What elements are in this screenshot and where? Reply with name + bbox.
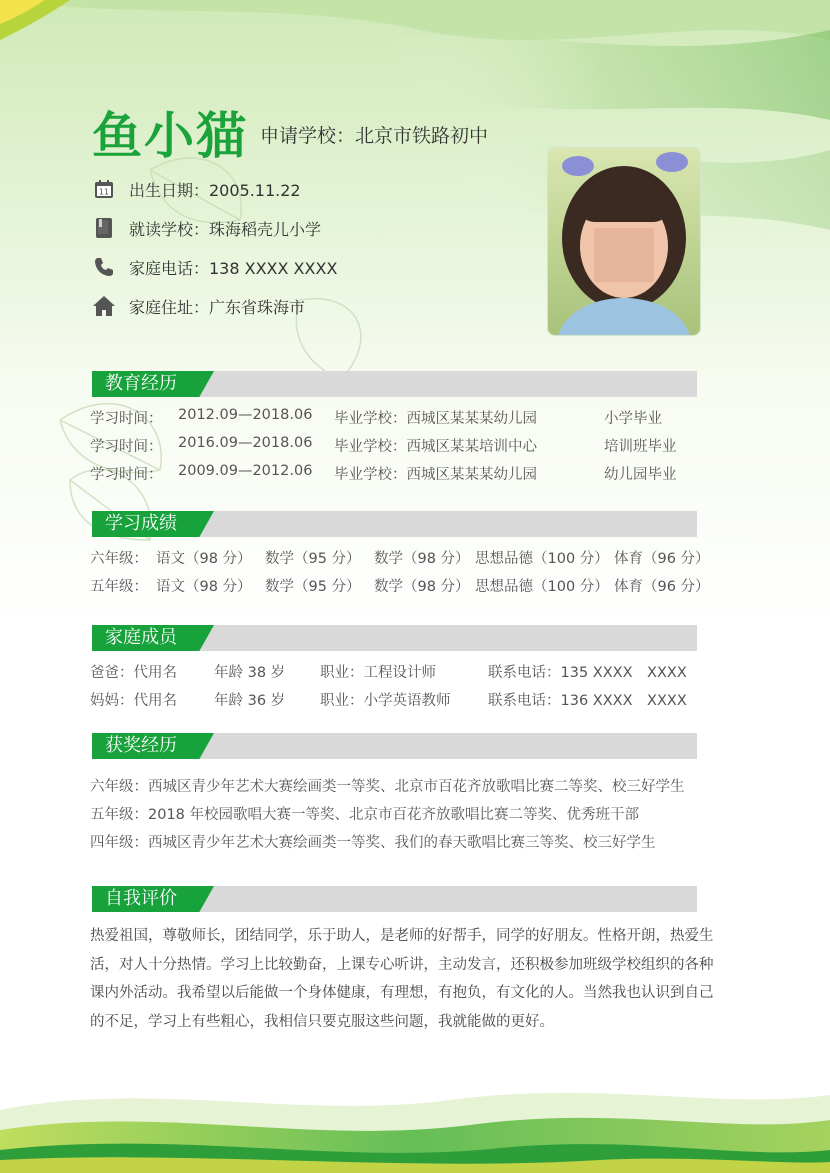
self-eval-line: 热爱祖国，尊敬师长，团结同学，乐于助人，是老师的好帮手，同学的好朋友。性格开朗，热爱生: [90, 928, 714, 944]
section-title: 自我评价: [105, 888, 177, 909]
award-line: 四年级：西城区青少年艺术大赛绘画类一等奖、我们的春天歌唱比赛三等奖、校三好学生: [90, 835, 656, 851]
section-family-header: [92, 625, 697, 651]
award-line: 六年级：西城区青少年艺术大赛绘画类一等奖、北京市百花齐放歌唱比赛二等奖、校三好学生: [90, 779, 685, 795]
self-eval-line: 课内外活动。我希望以后能做一个身体健康，有理想，有抱负，有文化的人。当然我也认识到自己: [90, 985, 714, 1001]
section-grades-header: [92, 511, 697, 537]
phone-icon: [92, 255, 116, 279]
section-education-header: [92, 371, 697, 397]
resume-page: 鱼小猫 申请学校：北京市铁路初中 11 出生日期：2005.11.22 就读学校：珠海稻壳儿小学 家庭电话：138 XXXX XXXX 家庭住址：广东省珠海市 教育经历 学习时间： 2012.09—2018.06 毕业学校：西城区某某某幼儿园 小学毕业 学习时间： 2016.09—2018.06 毕业学校：西城区某某培训中心 培训班毕业 学习时间： 2009.09—2012.06 毕业学校：西城区某某某幼儿园 幼儿园毕业 学习成绩 六年级： 语文（98 分） 数学（95 分） 数学（98 分） 思想品德（100 分） 体育（96 分） 五年级： 语文（98 分） 数学（95 分） 数学（98 分） 思想品德（100 分） 体育（96 分） 家庭成员 爸爸：代用名 年龄 38 岁 职业：工程设计师 联系电话：135 XXXX XXXX 妈妈：代用名 年龄 36 岁 职业：小学英语教师 联系电话：136 XXXX XXXX 获奖经历 六年级：西城区青少年艺术大赛绘画类一等奖、北京市百花齐放歌唱比赛二等奖、校三好学生 五年级：2018 年校园歌唱大赛一等奖、北京市百花齐放歌唱比赛二等奖、优秀班干部 四年级：西城区青少年艺术大赛绘画类一等奖、我们的春天歌唱比赛三等奖、校三好学生 自我评价 热爱祖国，尊敬师长，团结同学，乐于助人，是老师的好帮手，同学的好朋友。性格开朗，热爱生 活，对人十分热情。学习上比较勤奋，上课专心听讲，主动发言，还积极参加班级学校组织的各种 课内外活动。我希望以后能做一个身体健康，有理想，有抱负，有文化的人。当然我也认识到自己 的不足，学习上有些粗心，我相信只要克服这些问题，我就能做的更好。: [0, 0, 830, 1173]
school-text: 就读学校：珠海稻壳儿小学: [129, 219, 322, 239]
info-birthdate: [92, 175, 301, 203]
award-line: 五年级：2018 年校园歌唱大赛一等奖、北京市百花齐放歌唱比赛二等奖、优秀班干部: [90, 807, 640, 823]
home-icon: [92, 294, 116, 318]
self-eval-line: 的不足，学习上有些粗心，我相信只要克服这些问题，我就能做的更好。: [90, 1013, 554, 1030]
applicant-photo: [547, 147, 701, 336]
book-icon: [92, 216, 116, 240]
phone-text: 家庭电话：138 XXXX XXXX: [129, 258, 338, 278]
svg-text:11: 11: [98, 187, 110, 197]
apply-school: 申请学校：北京市铁路初中: [260, 125, 489, 147]
calendar-icon: [92, 177, 116, 201]
section-awards-header: [92, 733, 697, 759]
info-address: [92, 292, 305, 320]
self-eval-line: 活，对人十分热情。学习上比较勤奋，上课专心听讲，主动发言，还积极参加班级学校组织的各种: [90, 956, 714, 973]
section-title: 获奖经历: [105, 735, 177, 756]
info-school: [92, 214, 321, 242]
section-title: 学习成绩: [105, 513, 177, 534]
section-title: 家庭成员: [105, 627, 177, 648]
section-self-header: [92, 886, 697, 912]
self-evaluation-text: [90, 922, 722, 1036]
address-text: 家庭住址：广东省珠海市: [129, 297, 306, 317]
info-phone: [92, 253, 337, 281]
birthdate-text: 出生日期：2005.11.22: [129, 180, 301, 200]
applicant-name: 鱼小猫: [92, 107, 248, 165]
section-title: 教育经历: [105, 373, 177, 394]
